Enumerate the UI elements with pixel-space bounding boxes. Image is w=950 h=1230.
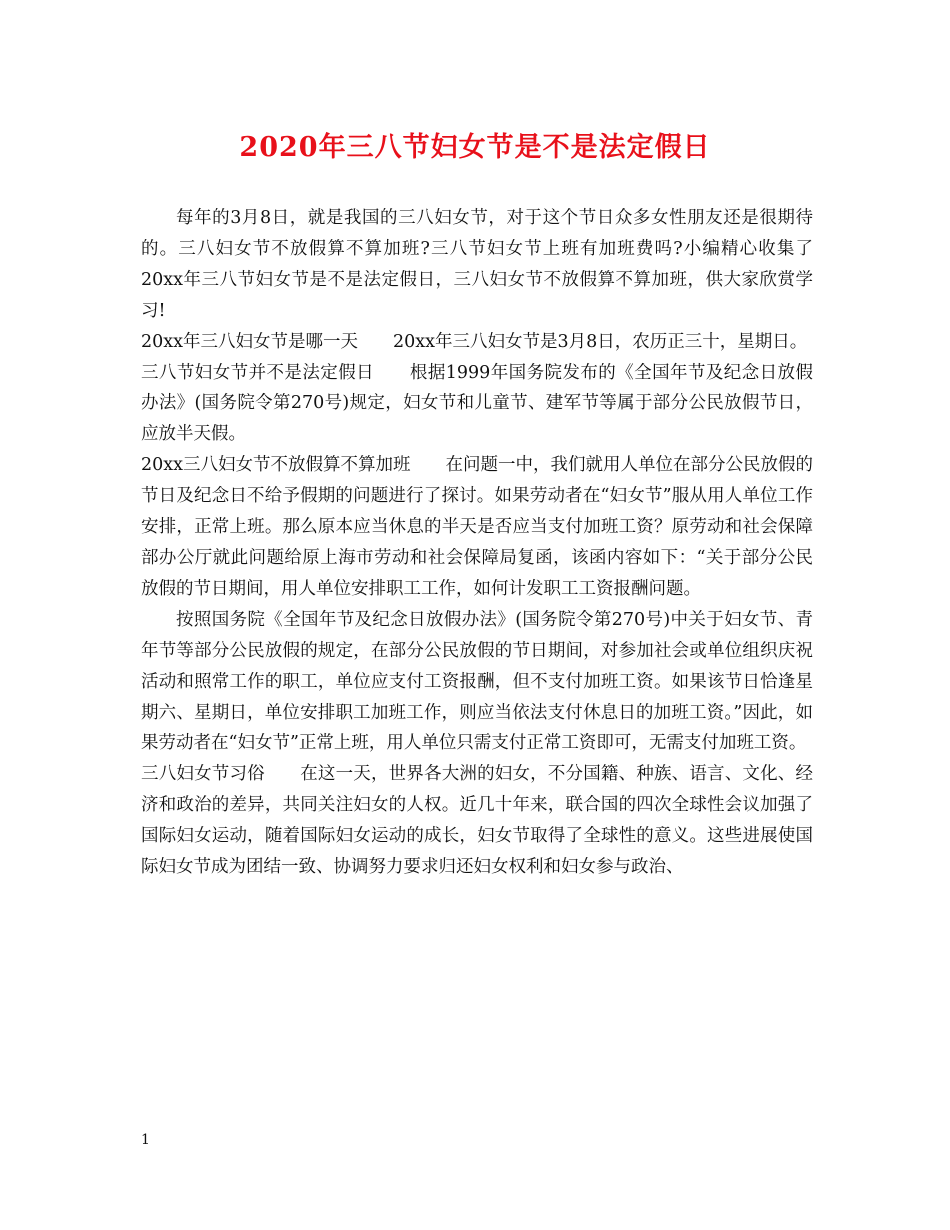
- paragraph-regulation: 按照国务院《全国年节及纪念日放假办法》(国务院令第270号)中关于妇女节、青年节等部分公民放假的规定，在部分公民放假的节日期间，对参加社会或单位组织庆祝活动和照常工作的职工，单位应支付工资报酬，但不支付加班工资。如果该节日恰逢星期六、星期日，单位安排职工加班工作，则应当依法支付休息日的加班工资。”因此，如果劳动者在“妇女节”正常上班，用人单位只需支付正常工资即可，无需支付加班工资。: [141, 609, 813, 754]
- paragraph-intro: 每年的3月8日，就是我国的三八妇女节，对于这个节日众多女性朋友还是很期待的。三八妇女节不放假算不算加班?三八节妇女节上班有加班费吗?小编精心收集了20xx年三八节妇女节是不是法定假日，三八妇女节不放假算不算加班，供大家欣赏学习!: [141, 208, 813, 321]
- paragraph-overtime: 20xx三八妇女节不放假算不算加班 在问题一中，我们就用人单位在部分公民放假的节日及纪念日不给予假期的问题进行了探讨。如果劳动者在“妇女节”服从用人单位工作安排，正常上班。那么原本应当休息的半天是否应当支付加班工资？原劳动和社会保障部办公厅就此问题给原上海市劳动和社会保障局复函，该函内容如下：“关于部分公民放假的节日期间，用人单位安排职工工作，如何计发职工工资报酬问题。: [141, 455, 814, 599]
- paragraph-customs: 三八妇女节习俗 在这一天，世界各大洲的妇女，不分国籍、种族、语言、文化、经济和政治的差异，共同关注妇女的人权。近几十年来，联合国的四次全球性会议加强了国际妇女运动，随着国际妇女运动的成长，妇女节取得了全球性的意义。这些进展使国际妇女节成为团结一致、协调努力要求归还妇女权利和妇女参与政治、: [141, 764, 813, 878]
- paragraph-not-holiday: 三八节妇女节并不是法定假日 根据1999年国务院发布的《全国年节及纪念日放假办法》(国务院令第270号)规定，妇女节和儿童节、建军节等属于部分公民放假节日，应放半天假。: [141, 362, 813, 445]
- page-number: 1: [141, 1132, 150, 1148]
- paragraph-date: 20xx年三八妇女节是哪一天 20xx年三八妇女节是3月8日，农历正三十，星期日。: [141, 331, 808, 352]
- document-body: [141, 203, 813, 883]
- document-title: 2020年三八节妇女节是不是法定假日: [239, 132, 711, 163]
